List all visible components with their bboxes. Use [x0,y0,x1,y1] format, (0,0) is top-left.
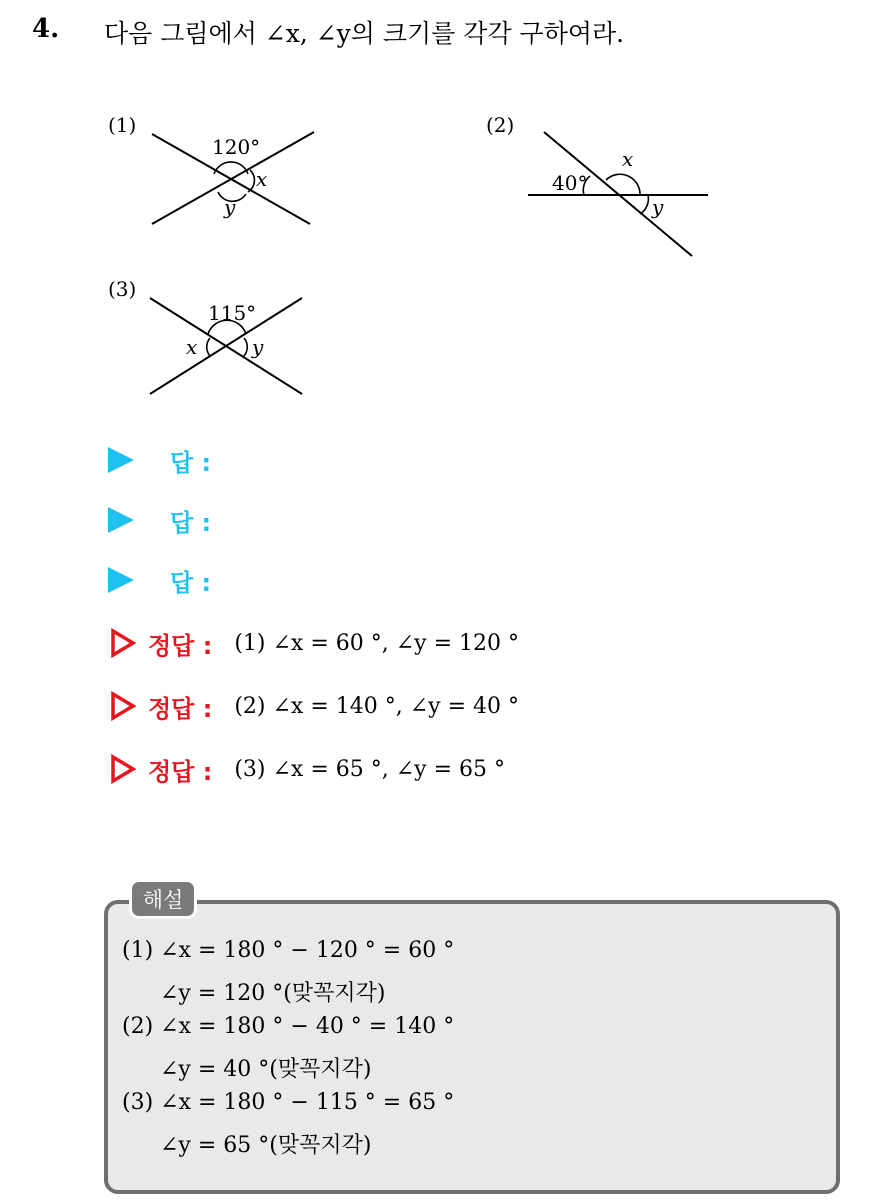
play-triangle-icon [108,567,134,593]
figure-2-arc-bottom-right [640,195,648,214]
figure-2-angle-label: 40° [552,171,588,195]
figure-3-y-label: y [252,335,264,359]
question-number: 4. [32,14,60,44]
answer-field-1[interactable] [108,440,211,480]
outline-triangle-icon [110,691,136,721]
explanation-line-1: (1) ∠x = 180 ° − 120 ° = 60 ° [122,938,455,963]
figure-1-y-label: y [224,195,236,219]
answer-label: 답 : [170,508,212,537]
outline-triangle-icon [110,628,136,658]
correct-answer-text: (1) ∠x = 60 °, ∠y = 120 ° [234,630,519,656]
figure-3-arc-right [244,338,247,356]
explanation-line-6: ∠y = 65 °(맞꼭지각) [160,1133,372,1158]
explanation-tag: 해설 [129,879,197,919]
correct-answer-label: 정답 : [148,694,213,723]
answer-field-3[interactable] [108,560,211,600]
correct-answer-text: (2) ∠x = 140 °, ∠y = 40 ° [234,693,519,719]
figure-3-angle-label: 115° [208,301,257,325]
question-text: 다음 그림에서 ∠x, ∠y의 크기를 각각 구하여라. [104,19,625,48]
figure-1 [100,108,330,233]
correct-answer-3 [110,749,505,789]
outline-triangle-icon [110,754,136,784]
figure-2-arc-top [606,174,640,195]
figure-2-label: (2) [486,113,515,137]
explanation-line-4: ∠y = 40 °(맞꼭지각) [160,1057,372,1082]
correct-answer-text: (3) ∠x = 65 °, ∠y = 65 ° [234,756,505,782]
figure-3-x-label: x [186,335,198,359]
figure-3-arc-left [207,338,210,356]
figure-1-angle-label: 120° [212,135,261,159]
correct-answer-label: 정답 : [148,757,213,786]
correct-answer-label: 정답 : [148,631,213,660]
correct-answer-2 [110,686,519,726]
explanation-line-2: ∠y = 120 °(맞꼭지각) [160,981,386,1006]
answer-label: 답 : [170,568,212,597]
play-triangle-icon [108,507,134,533]
figure-3 [100,272,320,400]
play-triangle-icon [108,447,134,473]
answer-field-2[interactable] [108,500,211,540]
figure-1-x-label: x [256,167,268,191]
answer-label: 답 : [170,448,212,477]
explanation-line-3: (2) ∠x = 180 ° − 40 ° = 140 ° [122,1014,455,1039]
correct-answer-1 [110,623,519,663]
figure-1-label: (1) [108,113,137,137]
figure-2-y-label: y [652,195,664,219]
figure-2-x-label: x [622,147,634,171]
figure-3-label: (3) [108,277,137,301]
figure-2 [486,108,716,260]
explanation-line-5: (3) ∠x = 180 ° − 115 ° = 65 ° [122,1090,455,1115]
